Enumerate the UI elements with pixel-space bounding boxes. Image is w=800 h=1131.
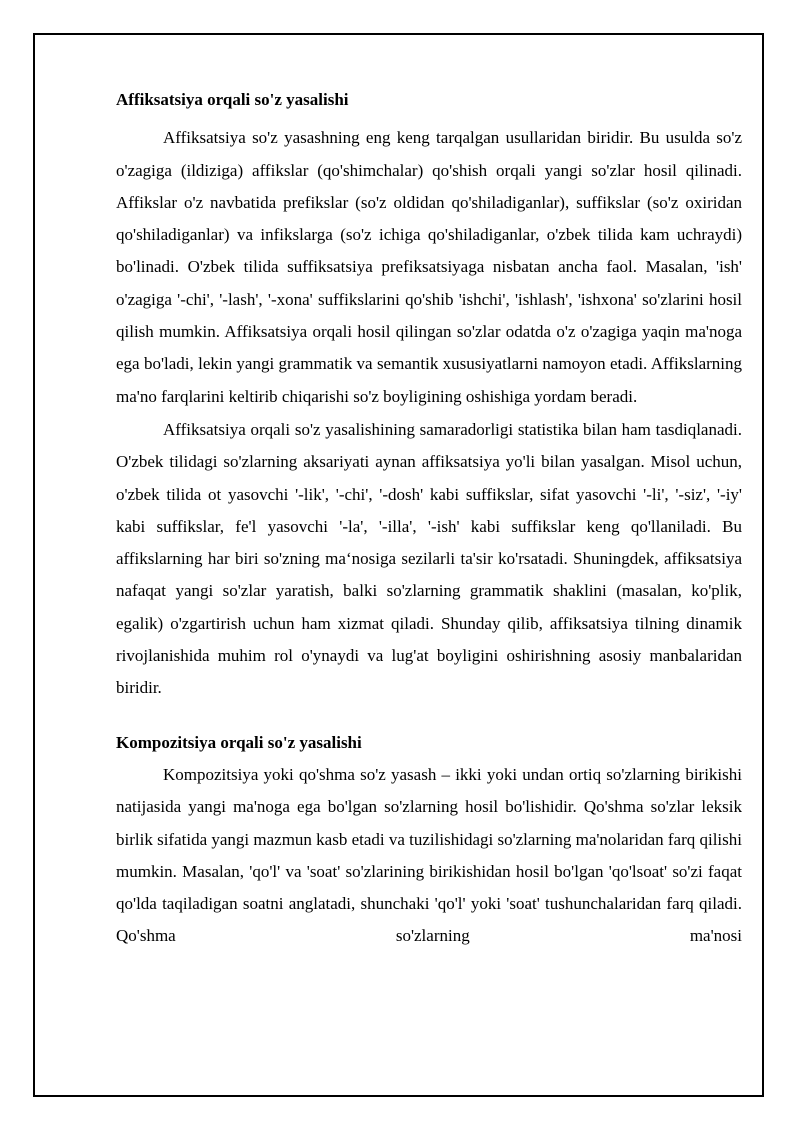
- section-heading-kompozitsiya: Kompozitsiya orqali so'z yasalishi: [116, 732, 362, 752]
- document-body: [116, 84, 742, 954]
- section-heading-affiksatsiya: Affiksatsiya orqali so'z yasalishi: [116, 90, 349, 109]
- paragraph: Affiksatsiya orqali so'z yasalishining samaradorligi statistika bilan ham tasdiqlanadi. O'zbek tilidagi so'zlarning aksariyati aynan affiksatsiya yo'li bilan yasalgan. Misol uchun, o'zbek tilida ot yasovchi '-lik', '-chi', '-dosh' kabi suffikslar, sifat yasovchi '-li', '-siz', '-iy' kabi suffikslar, fe'l yasovchi '-la', '-illa', '-ish' kabi suffikslar keng qo'llaniladi. Bu affikslarning har biri so'zning maʻnosiga sezilarli ta'sir ko'rsatadi. Shuningdek, affiksatsiya nafaqat yangi so'zlar yaratish, balki so'zlarning grammatik shaklini (masalan, ko'plik, egalik) o'zgartirish uchun ham xizmat qiladi. Shunday qilib, affiksatsiya tilning dinamik rivojlanishida muhim rol o'ynaydi va lug'at boyligini oshirishning asosiy manbalaridan biridir.: [116, 419, 742, 698]
- paragraph: Affiksatsiya so'z yasashning eng keng tarqalgan usullaridan biridir. Bu usulda so'z o'zagiga (ildiziga) affikslar (qo'shimchalar) qo'shish orqali yangi so'zlar hosil qilinadi. Affikslar o'z navbatida prefikslar (so'z oldidan qo'shiladiganlar), suffikslar (so'z oxiridan qo'shiladiganlar) va infikslarga (so'z ichiga qo'shiladiganlar, o'zbek tilida kam uchraydi) bo'linadi. O'zbek tilida suffiksatsiya prefiksatsiyaga nisbatan ancha faol. Masalan, 'ish' o'zagiga '-chi', '-lash', '-xona' suffikslarini qo'shib 'ishchi', 'ishlash', 'ishxona' so'zlarini hosil qilish mumkin. Affiksatsiya orqali hosil qilingan so'zlar odatda o'z o'zagiga yaqin ma'noga ega bo'ladi, lekin yangi grammatik va semantik xususiyatlarni namoyon etadi. Affikslarning ma'no farqlarini keltirib chiqarishi so'z boyligining oshishiga yordam beradi.: [116, 128, 742, 406]
- paragraph: Kompozitsiya yoki qo'shma so'z yasash – ikki yoki undan ortiq so'zlarning birikishi natijasida yangi ma'noga ega bo'lgan so'zlarning hosil bo'lishidir. Qo'shma so'zlar leksik birlik sifatida yangi mazmun kasb etadi va tuzilishidagi so'zlarning ma'nolaridan farq qilishi mumkin. Masalan, 'qo'l' va 'soat' so'zlarining birikishidan hosil bo'lgan 'qo'lsoat' so'zi faqat qo'lda taqiladigan soatni anglatadi, shunchaki 'qo'l' yoki 'soat' tushunchalaridan farq qiladi. Qo'shma so'zlarning ma'nosi: [116, 764, 742, 946]
